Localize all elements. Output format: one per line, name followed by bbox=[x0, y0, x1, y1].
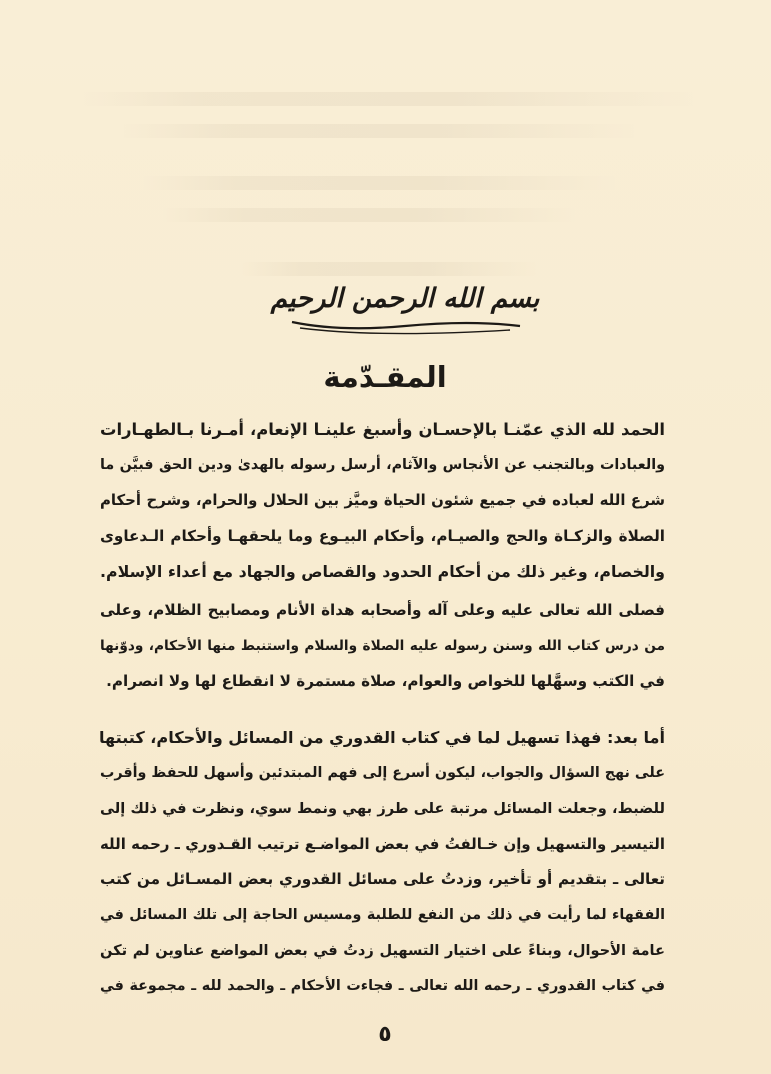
text-line: شرع الله لعباده في جميع شئون الحياة وميَّز بين الحلال والحرام، وشرح أحكام bbox=[100, 491, 665, 509]
show-through-line bbox=[120, 124, 640, 138]
text-line: في الكتب وسهَّلها للخواص والعوام، صلاة مستمرة لا انقطاع لها ولا انصرام. bbox=[106, 672, 665, 690]
paragraph-3 bbox=[100, 720, 665, 1004]
text-line: عامة الأحوال، وبناءً على اختيار التسهيل زدتُ في بعض المواضع عناوين لم تكن bbox=[100, 942, 665, 959]
text-line: تعالى ـ بتقديم أو تأخير، وزدتُ على مسائل القدوري بعض المسـائل من كتب bbox=[100, 870, 665, 888]
text-line: في كتاب القدوري ـ رحمه الله تعالى ـ فجاءت الأحكام ـ والحمد لله ـ مجموعة في bbox=[100, 977, 665, 994]
paragraph-2 bbox=[100, 593, 665, 700]
text-line: التيسير والتسهيل وإن خـالفتُ في بعض المواضـع ترتيب القـدوري ـ رحمه الله bbox=[100, 834, 665, 853]
text-line: من درس كتاب الله وسنن رسوله عليه الصلاة والسلام واستنبط منها الأحكام، ودوّنها bbox=[100, 637, 665, 654]
basmala-calligraphy bbox=[270, 270, 540, 340]
page-number: ٥ bbox=[378, 1022, 392, 1047]
text-line: للضبط، وجعلت المسائل مرتبة على طرز بهي ونمط سوي، ونظرت في ذلك إلى bbox=[100, 800, 665, 817]
text-line: الفقهاء لما رأيت في ذلك من النفع للطلبة ومسيس الحاجة إلى تلك المسائل في bbox=[100, 906, 665, 923]
text-line: فصلى الله تعالى عليه وعلى آله وأصحابه هداة الأنام ومصابيح الظلام، وعلى bbox=[100, 601, 665, 619]
text-line: والخصام، وغير ذلك من أحكام الحدود والقصاص والجهاد مع أعداء الإسلام. bbox=[100, 562, 665, 581]
show-through-line bbox=[80, 92, 700, 106]
text-line: أما بعد: فهذا تسهيل لما في كتاب القدوري من المسائل والأحكام، كتبتها bbox=[98, 728, 665, 747]
basmala-text: بسم الله الرحمن الرحيم bbox=[270, 283, 540, 314]
paragraph-1 bbox=[100, 412, 665, 590]
show-through-line bbox=[140, 176, 620, 190]
text-line: الصلاة والزكـاة والحج والصيـام، وأحكام البيـوع وما يلحقهـا وأحكام الـدعاوى bbox=[100, 526, 665, 545]
text-line: الحمد لله الذي عمّنـا بالإحسـان وأسبغ علينـا الإنعام، أمـرنا بـالطهـارات bbox=[100, 420, 665, 439]
section-heading: المقـدّمة bbox=[323, 360, 447, 394]
text-line: والعبادات وبالتجنب عن الأنجاس والآثام، أرسل رسوله بالهدىٰ ودين الحق فبيَّن ما bbox=[100, 456, 665, 473]
text-line: على نهج السؤال والجواب، ليكون أسرع إلى فهم المبتدئين وأسهل للحفظ وأقرب bbox=[100, 764, 665, 781]
show-through-line bbox=[160, 208, 580, 222]
basmala-flourish bbox=[270, 270, 540, 340]
